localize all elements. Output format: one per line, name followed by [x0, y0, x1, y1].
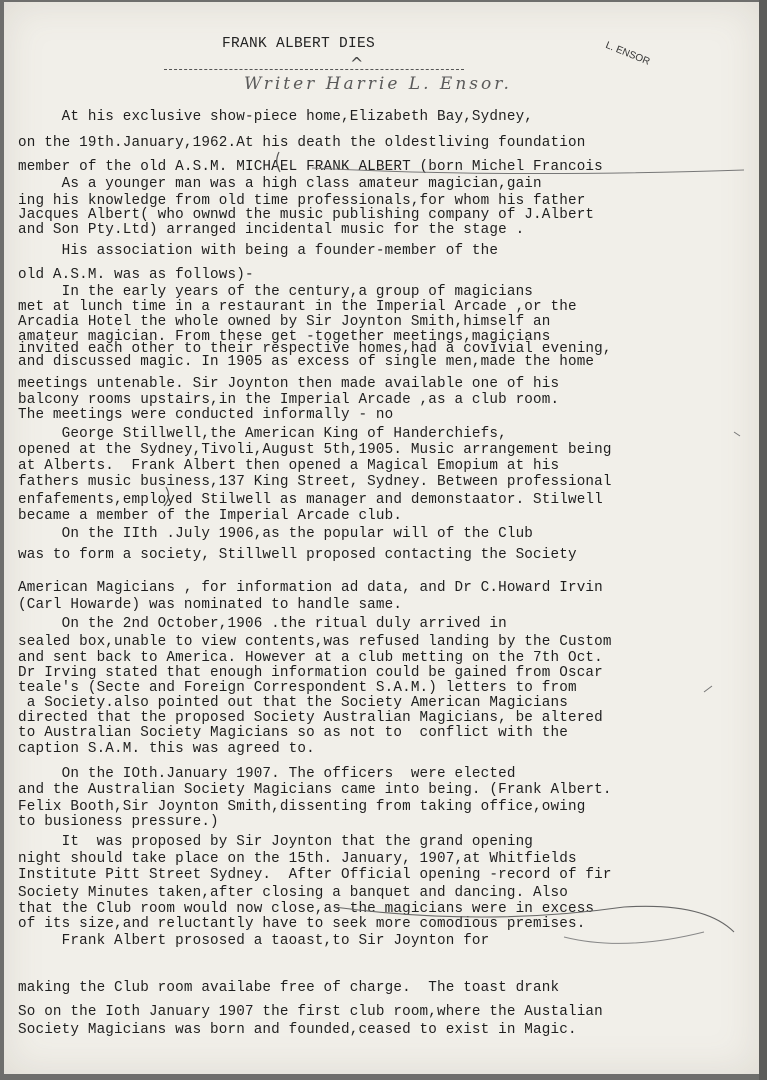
body-line: a Society.also pointed out that the Society American Magicians	[18, 695, 568, 711]
body-line: On the 2nd October,1906 .the ritual duly arrived in	[18, 616, 507, 632]
body-line: old A.S.M. was as follows)-	[18, 267, 254, 283]
body-line: Institute Pitt Street Sydney. After Official opening -record of fir	[18, 867, 612, 883]
corner-author-note: L. ENSOR	[603, 40, 652, 68]
body-line: (Carl Howarde) was nominated to handle same.	[18, 597, 403, 613]
body-line: invited each other to their respective homes,had a covivial evening,	[18, 341, 612, 357]
handwritten-writer-note: Writer Harrie L. Ensor.	[244, 74, 512, 94]
body-line: member of the old A.S.M. MICHAEL FRANK ALBERT (born Michel Francois	[18, 159, 603, 175]
body-line: Jacques Albert( who ownwd the music publishing company of J.Albert	[18, 207, 595, 223]
body-line: His association with being a founder-member of the	[18, 243, 499, 259]
body-line: ing his knowledge from old time professionals,for whom his father	[18, 193, 586, 209]
body-line: On the IOth.January 1907. The officers were elected	[18, 766, 516, 782]
body-line: Arcadia Hotel the whole owned by Sir Joynton Smith,himself an	[18, 314, 551, 330]
body-line: to Australian Society Magicians so as not to conflict with the	[18, 725, 568, 741]
body-line: to busioness pressure.)	[18, 814, 219, 830]
body-line: directed that the proposed Society Australian Magicians, be altered	[18, 710, 603, 726]
body-line: At his exclusive show-piece home,Elizabeth Bay,Sydney,	[18, 109, 534, 125]
body-line: So on the Ioth January 1907 the first club room,where the Austalian	[18, 1004, 603, 1020]
body-line: Frank Albert prososed a taoast,to Sir Joynton for	[18, 933, 490, 949]
body-line: As a younger man was a high class amateur magician,gain	[18, 176, 542, 192]
body-line: and Son Pty.Ltd) arranged incidental music for the stage .	[18, 222, 525, 238]
scan-edge-shadow	[759, 0, 767, 1080]
body-line: that the Club room would now close,as the magicians were in excess	[18, 901, 595, 917]
body-line: amateur magician. From these get -together meetings,magicians	[18, 329, 551, 345]
insertion-caret-mark: ^	[350, 54, 364, 73]
body-line: caption S.A.M. this was agreed to.	[18, 741, 315, 757]
body-line: Felix Booth,Sir Joynton Smith,dissenting from taking office,owing	[18, 799, 586, 815]
body-line: enfafements,employed Stilwell as manager and demonstaator. Stilwell	[18, 492, 603, 508]
body-line: Dr Irving stated that enough information could be gained from Oscar	[18, 665, 603, 681]
body-line: night should take place on the 15th. January, 1907,at Whitfields	[18, 851, 577, 867]
body-line: George Stillwell,the American King of Handerchiefs,	[18, 426, 507, 442]
body-line: balcony rooms upstairs,in the Imperial Arcade ,as a club room.	[18, 392, 560, 408]
body-line: making the Club room availabe free of charge. The toast drank	[18, 980, 560, 996]
body-line: It was proposed by Sir Joynton that the grand opening	[18, 834, 534, 850]
body-line: In the early years of the century,a group of magicians	[18, 284, 534, 300]
body-line: and discussed magic. In 1905 as excess of single men,made the home	[18, 354, 595, 370]
body-line: sealed box,unable to view contents,was refused landing by the Custom	[18, 634, 612, 650]
body-line: of its size,and reluctantly have to seek more comodious premises.	[18, 916, 586, 932]
body-line: and sent back to America. However at a club metting on the 7th Oct.	[18, 650, 603, 666]
body-line: teale's (Secte and Foreign Correspondent S.A.M.) letters to from	[18, 680, 577, 696]
body-line: fathers music business,137 King Street, Sydney. Between professional	[18, 474, 612, 490]
body-line: American Magicians , for information ad data, and Dr C.Howard Irvin	[18, 580, 603, 596]
body-line: On the IIth .July 1906,as the popular will of the Club	[18, 526, 534, 542]
document-title: FRANK ALBERT DIES	[222, 36, 376, 52]
body-line: became a member of the Imperial Arcade club.	[18, 508, 403, 524]
body-line: meetings untenable. Sir Joynton then made available one of his	[18, 376, 560, 392]
body-line: and the Australian Society Magicians came into being. (Frank Albert.	[18, 782, 612, 798]
document-page	[4, 2, 759, 1074]
body-line: on the 19th.January,1962.At his death the oldestliving foundation	[18, 135, 586, 151]
body-line: at Alberts. Frank Albert then opened a Magical Emopium at his	[18, 458, 560, 474]
body-line: The meetings were conducted informally - no	[18, 407, 394, 423]
body-line: Society Minutes taken,after closing a banquet and dancing. Also	[18, 885, 568, 901]
body-line: opened at the Sydney,Tivoli,August 5th,1905. Music arrangement being	[18, 442, 612, 458]
body-line: Society Magicians was born and founded,ceased to exist in Magic.	[18, 1022, 577, 1038]
handwritten-annotations	[4, 2, 759, 1074]
body-line: met at lunch time in a restaurant in the Imperial Arcade ,or the	[18, 299, 577, 315]
body-line: was to form a society, Stillwell proposed contacting the Society	[18, 547, 577, 563]
